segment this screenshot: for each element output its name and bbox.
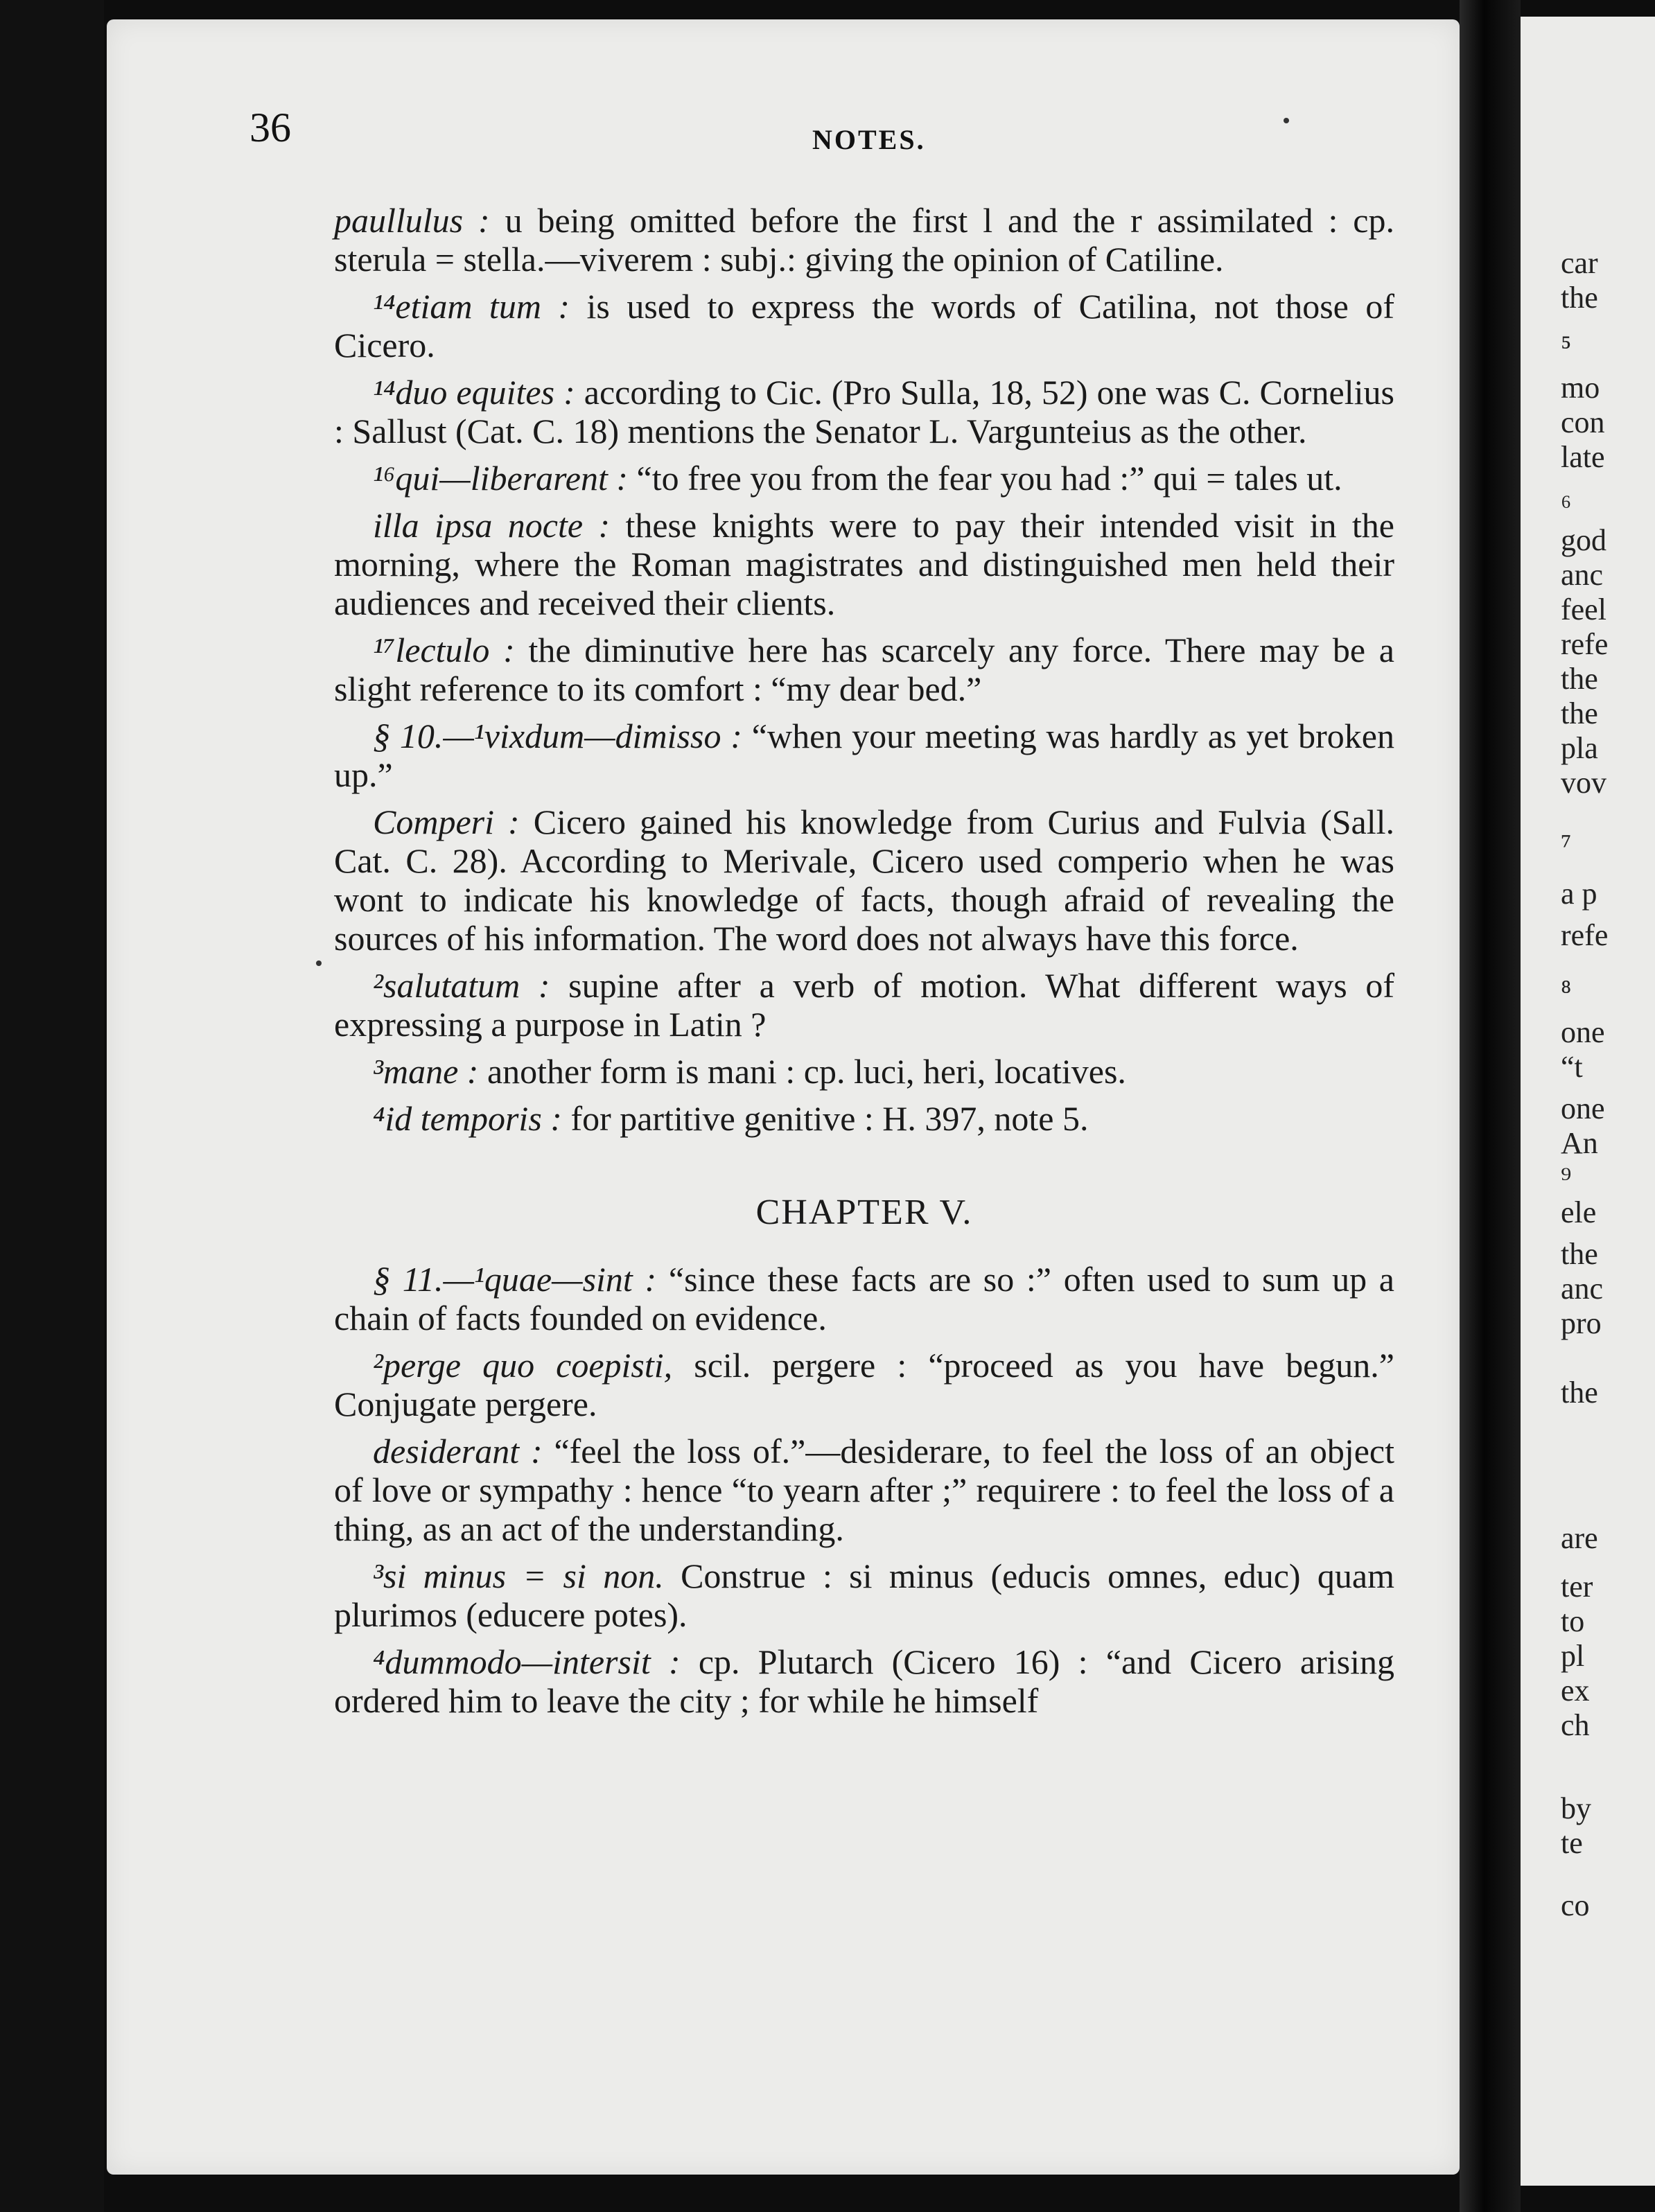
notes-body [334,201,1394,1728]
notes-list [334,1260,1394,1720]
adjacent-page-fragment: feel [1561,592,1606,626]
note-entry [334,1260,1394,1337]
adjacent-page-fragment: refe [1561,918,1609,952]
note-lemma: § 11.—¹quae—sint : [373,1260,657,1299]
note-lemma: ³si minus = si non. [373,1556,664,1595]
note-entry [334,201,1394,279]
note-lemma: illa ipsa nocte : [373,506,611,545]
note-lemma: ²salutatum : [373,966,550,1005]
adjacent-page-fragment: ch [1561,1708,1590,1742]
note-text: these knights were to pay their intended visit in the morning, where the Roman magistrates and distinguished men held their audiences and received their clients. [334,506,1394,622]
note-lemma: ³mane : [373,1052,479,1091]
adjacent-page-fragment: the [1561,281,1598,315]
note-entry [334,506,1394,622]
adjacent-page-fragment: mo [1561,371,1600,405]
note-text: “feel the loss of.”—desiderare, to feel the loss of an object of love or sympathy : hence “to yearn after ;” requirere : to feel the loss of a thing, as an act of the understanding. [334,1432,1394,1548]
note-text: according to Cic. (Pro Sulla, 18, 52) one was C. Cornelius : Sallust (Cat. C. 18) mentions the Senator L. Vargunteius as the other. [334,373,1394,450]
adjacent-page-fragment: pla [1561,731,1598,765]
note-entry [334,631,1394,708]
note-text: supine after a verb of motion. What different ways of expressing a purpose in Latin ? [334,966,1394,1044]
adjacent-page-fragment: the [1561,662,1598,696]
adjacent-page-fragment: car [1561,246,1598,280]
note-entry [334,802,1394,958]
adjacent-page-fragment: pl [1561,1639,1585,1673]
note-entry [334,966,1394,1044]
note-lemma: ⁴id temporis : [373,1099,562,1138]
adjacent-page-fragment: pro [1561,1306,1602,1340]
note-text: “to free you from the fear you had :” qui = tales ut. [628,459,1342,498]
note-entry [334,1432,1394,1548]
note-text: “since these facts are so :” often used to sum up a chain of facts founded on evidence. [334,1260,1394,1337]
adjacent-page-fragment: ⁷ [1561,828,1572,862]
adjacent-page-fragment: the [1561,1237,1598,1271]
chapter-heading: CHAPTER V. [755,1193,973,1232]
note-entry [334,1052,1394,1091]
adjacent-page [1521,17,1655,2186]
note-text: “when your meeting was hardly as yet broken up.” [334,717,1395,794]
adjacent-page-fragment: anc [1561,558,1604,592]
adjacent-page-fragment: refe [1561,627,1609,661]
adjacent-page-fragment: ⁵ [1561,329,1572,363]
note-lemma: ⁴dummodo—intersit : [373,1642,681,1681]
adjacent-page-fragment: co [1561,1888,1590,1922]
adjacent-page-fragment: ele [1561,1195,1597,1229]
adjacent-page-fragment: are [1561,1521,1598,1555]
note-text: another form is mani : cp. luci, heri, locatives. [478,1052,1126,1091]
adjacent-page-fragment: the [1561,696,1598,730]
note-lemma: ¹⁶qui—liberarent : [373,459,628,498]
scan-background [0,0,104,2212]
adjacent-page-fragment: ex [1561,1674,1590,1708]
adjacent-page-fragment: vov [1561,766,1606,800]
note-entry [334,1642,1394,1720]
running-head: NOTES. [812,124,926,155]
adjacent-page-fragment: anc [1561,1272,1604,1306]
note-lemma: paullulus : [334,201,490,240]
note-lemma: § 10.—¹vixdum—dimisso : [373,717,742,755]
note-lemma: ¹⁴etiam tum : [373,287,570,326]
note-entry [334,287,1394,365]
note-entry [334,459,1394,498]
note-text: is used to express the words of Catilina, not those of Cicero. [334,287,1394,365]
ink-speck [316,960,322,966]
adjacent-page-fragment: the [1561,1376,1598,1410]
adjacent-page-fragment: to [1561,1604,1585,1638]
adjacent-page-fragment: ⁶ [1561,489,1572,523]
note-entry [334,717,1394,794]
adjacent-page-fragment: one [1561,1091,1605,1125]
note-lemma: Comperi : [373,802,520,841]
note-text: Cicero gained his knowledge from Curius and Fulvia (Sall. Cat. C. 28). According to Merivale, Cicero used comperio when he was wont to indicate his knowledge of facts, though afraid of revealing the sources of his information. The word does not always have this force. [334,802,1394,958]
note-text: u being omitted before the first l and the r assimilated : cp. sterula = stella.—viverem : subj.: giving the opinion of Catiline. [334,201,1394,279]
note-lemma: ²perge quo coepisti, [373,1346,673,1385]
adjacent-page-fragment: “t [1561,1050,1583,1084]
note-lemma: ¹⁷lectulo : [373,631,515,669]
adjacent-page-fragment: late [1561,440,1605,474]
note-entry [334,1556,1394,1634]
note-text: cp. Plutarch (Cicero 16) : “and Cicero arising ordered him to leave the city ; for while he himself [334,1642,1394,1720]
adjacent-page-fragment: by [1561,1791,1591,1825]
adjacent-page-fragment: con [1561,405,1605,439]
adjacent-page-fragment: ⁹ [1561,1161,1572,1195]
adjacent-page-fragment: one [1561,1015,1605,1049]
note-entry [334,1099,1394,1138]
note-lemma: desiderant : [373,1432,543,1471]
note-text: for partitive genitive : H. 397, note 5. [561,1099,1089,1138]
adjacent-page-fragment: a p [1561,877,1597,911]
note-entry [334,1346,1394,1423]
adjacent-page-fragment: An [1561,1126,1598,1160]
notes-list [334,201,1394,1138]
adjacent-page-fragment: god [1561,523,1606,557]
ink-speck [1284,118,1289,123]
page-number: 36 [249,105,291,150]
adjacent-page-fragment: ⁸ [1561,974,1572,1008]
note-entry [334,373,1394,450]
note-text: the diminutive here has scarcely any force. There may be a slight reference to its comfort : “my dear bed.” [334,631,1394,708]
adjacent-page-fragment: te [1561,1826,1583,1860]
note-lemma: ¹⁴duo equites : [373,373,575,412]
book-gutter [1460,0,1521,2212]
adjacent-page-fragment: ter [1561,1570,1593,1604]
note-text: scil. pergere : “proceed as you have begun.” Conjugate pergere. [334,1346,1394,1423]
note-text: Construe : si minus (educis omnes, educ) quam plurimos (educere potes). [334,1556,1394,1634]
